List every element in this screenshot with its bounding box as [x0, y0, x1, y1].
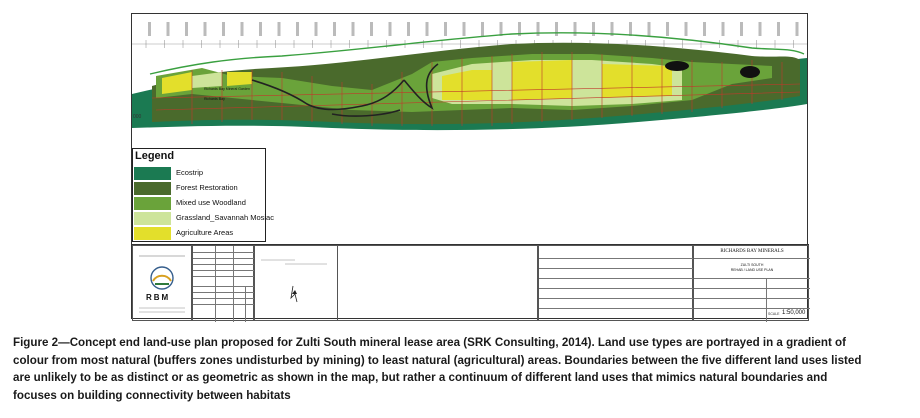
coordinate-tick-label	[389, 22, 392, 36]
coordinate-tick-label	[167, 22, 170, 36]
legend-swatch	[134, 212, 171, 225]
legend-item-agriculture	[134, 227, 264, 242]
coordinate-tick-label	[333, 22, 336, 36]
coordinate-tick-label	[481, 22, 484, 36]
coordinate-tick-label	[148, 22, 151, 36]
land-use-map	[132, 14, 807, 148]
project-title-box	[693, 245, 809, 321]
legend-label: Grassland_Savannah Mosiac	[176, 213, 274, 222]
legend-item-ecostrip	[134, 167, 264, 182]
coordinate-tick-label	[315, 22, 318, 36]
side-label: 000	[133, 114, 142, 120]
legend-label: Mixed use Woodland	[176, 198, 246, 207]
legend-label: Forest Restoration	[176, 183, 238, 192]
coordinate-tick-label	[777, 22, 780, 36]
coordinate-tick-label	[537, 22, 540, 36]
legend-label: Agriculture Areas	[176, 228, 234, 237]
coordinate-tick-label	[555, 22, 558, 36]
dam-feature	[665, 61, 689, 71]
legend-item-grassland	[134, 212, 274, 227]
legend-swatch	[134, 182, 171, 195]
coordinate-tick-label	[796, 22, 799, 36]
legend-swatch	[134, 197, 171, 210]
legend-swatch	[134, 227, 171, 240]
coordinate-tick-label	[241, 22, 244, 36]
coordinate-tick-label	[740, 22, 743, 36]
coordinate-tick-label	[574, 22, 577, 36]
logo-box	[132, 245, 192, 321]
project-line-2: REHAB / LAND USE PLAN	[730, 268, 774, 272]
legend-item-mixed-woodland	[134, 197, 264, 212]
caption-line: Figure 2—Concept end land-use plan proposed for Zulti South mineral lease area (SRK Consulting, 2014). Land use types are portrayed in a gradient of	[13, 336, 846, 349]
coordinate-tick-label	[444, 22, 447, 36]
coordinate-tick-label	[296, 22, 299, 36]
coordinate-tick-label	[666, 22, 669, 36]
drawing-register	[538, 245, 693, 321]
coordinate-tick-label	[426, 22, 429, 36]
place-label-2: Richards Bay	[204, 97, 225, 101]
coordinate-tick-label	[722, 22, 725, 36]
legend-label: Ecostrip	[176, 168, 204, 177]
coordinate-tick-label	[185, 22, 188, 36]
company-name: RICHARDS BAY MINERALS	[720, 249, 784, 254]
title-block	[132, 244, 809, 321]
rbm-logo-icon	[133, 246, 191, 320]
coordinate-tick-label	[463, 22, 466, 36]
north-arrow-icon	[255, 246, 337, 320]
coordinate-tick-label	[278, 22, 281, 36]
coordinate-ticks	[132, 22, 807, 48]
project-line-1: ZULTI SOUTH	[740, 263, 764, 267]
figure-caption	[13, 334, 908, 404]
agriculture-zone-3	[602, 64, 672, 98]
scale-label: SCALE	[768, 312, 780, 316]
legend-title: Legend	[135, 150, 175, 162]
signature-box	[254, 245, 338, 321]
coordinate-tick-label	[204, 22, 207, 36]
logo-text: RBM	[146, 293, 171, 302]
legend-box	[132, 148, 274, 242]
coordinate-tick-label	[407, 22, 410, 36]
coordinate-tick-label	[629, 22, 632, 36]
caption-line: focuses on building connectivity between habitats	[13, 388, 291, 402]
legend-item-forest-restoration	[134, 182, 264, 197]
revisions-grid	[192, 245, 254, 321]
legend-swatch	[134, 167, 171, 180]
agriculture-zone	[442, 70, 492, 100]
coordinate-tick-label	[500, 22, 503, 36]
blank-panel	[338, 245, 538, 321]
coordinate-tick-label	[259, 22, 262, 36]
agriculture-zone-5	[227, 72, 252, 86]
scale-value: 1:50,000	[782, 310, 806, 316]
coordinate-tick-label	[685, 22, 688, 36]
map-sheet	[131, 13, 808, 319]
coordinate-tick-label	[370, 22, 373, 36]
coordinate-tick-label	[703, 22, 706, 36]
dam-feature-east	[740, 66, 760, 78]
coordinate-tick-label	[759, 22, 762, 36]
coordinate-tick-label	[222, 22, 225, 36]
caption-line: colour from most natural (buffers zones undisturbed by mining) to least natural (agricultural) areas. Boundaries between the five different land uses listed	[13, 353, 862, 367]
caption-line: are unlikely to be as distinct or as geometric as shown in the map, but rather a continuum of different land uses that mimics natural boundaries and	[13, 371, 828, 384]
place-label-1: Richards Bay Mineral Garden	[204, 87, 250, 91]
coordinate-tick-label	[352, 22, 355, 36]
coordinate-tick-label	[648, 22, 651, 36]
